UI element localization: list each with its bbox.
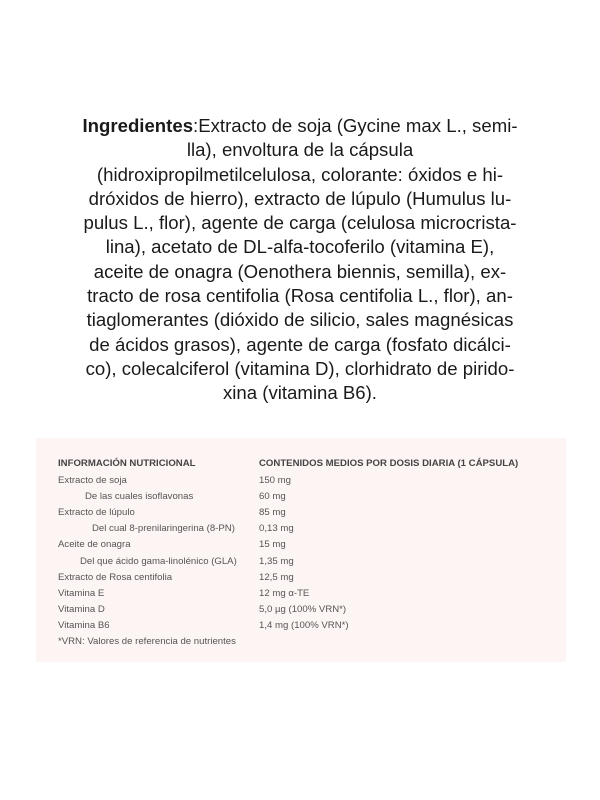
nutrient-value: 1,35 mg: [259, 555, 294, 567]
ingredients-line: tiaglomerantes (dióxido de silicio, sales magnésicas: [86, 309, 514, 331]
nutrient-label: Extracto de soja: [58, 474, 127, 486]
ingredients-line: co), colecalciferol (vitamina D), clorhidrato de pirido-: [85, 357, 515, 379]
ingredients-text: :Extracto de soja (Gycine max L., semi-: [193, 115, 518, 136]
nutrient-label: Vitamina E: [58, 587, 105, 599]
nutrient-value: 12,5 mg: [259, 571, 294, 583]
nutrient-value: 85 mg: [259, 506, 286, 518]
nutrient-value: 15 mg: [259, 539, 286, 551]
table-row: [58, 553, 558, 569]
ingredients-line: lina), acetato de DL-alfa-tocoferilo (vitamina E),: [105, 236, 495, 258]
ingredients-line: aceite de onagra (Oenothera biennis, semilla), ex-: [93, 260, 507, 282]
nutrient-label: Aceite de onagra: [58, 539, 131, 551]
table-row: [58, 488, 558, 504]
nutrition-table: [58, 455, 558, 647]
nutrient-label: Vitamina B6: [58, 620, 110, 632]
nutrient-value: 0,13 mg: [259, 523, 294, 535]
table-row: [58, 504, 558, 520]
ingredients-line: de ácidos grasos), agente de carga (fosfato dicálci-: [89, 333, 511, 355]
nutrition-header-value: CONTENIDOS MEDIOS POR DOSIS DIARIA (1 CÁPSULA): [259, 458, 519, 469]
ingredients-line: [58, 114, 542, 138]
ingredients-heading: Ingredientes: [82, 115, 194, 136]
table-row: [58, 537, 558, 553]
table-row: [58, 472, 558, 488]
nutrient-label: De las cuales isoflavonas: [85, 490, 194, 502]
footnote: *VRN: Valores de referencia de nutrientes: [58, 635, 236, 647]
table-row: [58, 585, 558, 601]
ingredients-line: (hidroxipropilmetilcelulosa, colorante: óxidos e hi-: [96, 163, 504, 185]
table-row: [58, 521, 558, 537]
ingredients-line: tracto de rosa centifolia (Rosa centifolia L., flor), an-: [87, 285, 513, 307]
ingredients-line: xina (vitamina B6).: [223, 382, 377, 404]
nutrient-label: Extracto de lúpulo: [58, 506, 135, 518]
ingredients-line: lla), envoltura de la cápsula: [186, 139, 414, 161]
nutrient-label: Extracto de Rosa centifolia: [58, 571, 173, 583]
table-row: [58, 618, 558, 634]
nutrient-value: 150 mg: [259, 474, 291, 486]
nutrient-value: 60 mg: [259, 490, 286, 502]
nutrient-value: 12 mg α-TE: [259, 587, 310, 599]
nutrient-label: Del que ácido gama-linolénico (GLA): [80, 555, 237, 567]
nutrient-value: 5,0 µg (100% VRN*): [259, 604, 347, 616]
table-row: [58, 602, 558, 618]
ingredients-paragraph: [58, 114, 542, 406]
nutrition-header-label: INFORMACIÓN NUTRICIONAL: [58, 458, 196, 469]
nutrient-value: 1,4 mg (100% VRN*): [259, 620, 349, 632]
ingredients-line: dróxidos de hierro), extracto de lúpulo (Humulus lu-: [88, 187, 512, 209]
table-row: [58, 569, 558, 585]
nutrition-header-row: [58, 455, 558, 472]
ingredients-line: pulus L., flor), agente de carga (celulosa microcrista-: [83, 212, 517, 234]
nutrient-label: Vitamina D: [58, 604, 105, 616]
nutrient-label: Del cual 8-prenilaringerina (8-PN): [92, 523, 235, 535]
